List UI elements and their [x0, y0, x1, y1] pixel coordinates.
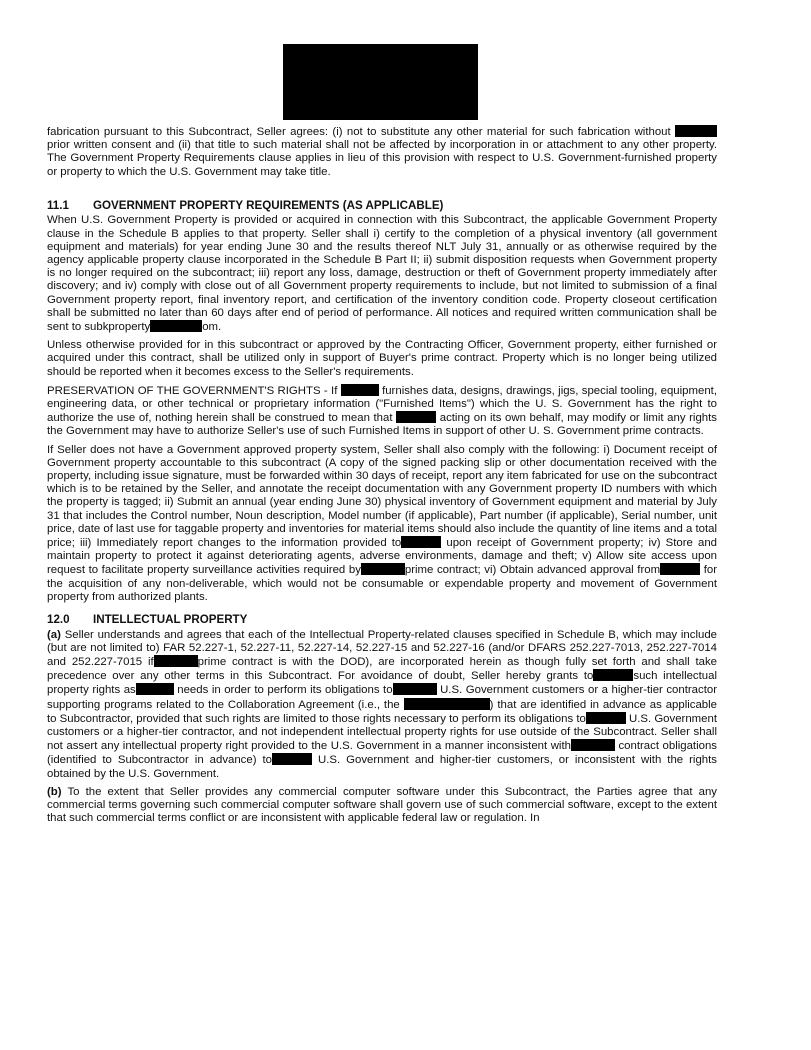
- redaction-block: [396, 411, 436, 423]
- redaction-block: [341, 384, 379, 396]
- paragraph-12-0-b: (b) To the extent that Seller provides any commercial computer software under this Subcontract, the Parties agree that any commercial terms governing such commercial computer software shall govern use of such commercial software, except to the extent that such commercial terms conflict or are inconsistent with applicable federal law or regulation. In: [47, 785, 717, 825]
- paragraph-11-1-1: When U.S. Government Property is provided or acquired in connection with this Subcontract, the applicable Government Property clause in the Schedule B applies to that property. Seller shall i) certify to the completion of a physical inventory (all government equipment and materials) for year ending June 30 and the results thereof NLT July 31, annually or as otherwise required by the agency applicable property clause incorporated in the Schedule B Part II; ii) submit disposition requests when Government property is no longer required on the subcontract; iii) report any loss, damage, destruction or theft of Government property immediately after discovery; and iv) comply with close out of all Government property requirements to include, but not limited to submission of a final Government property report, final inventory report, and certification of the inventory condition code. Property closeout certification shall be submitted no later than 60 days after end of period of performance. All notices and required written communication shall be sent to subkproperty om.: [47, 214, 717, 333]
- redaction-block: [272, 753, 312, 765]
- redaction-block: [675, 125, 717, 137]
- redacted-logo: [283, 44, 478, 120]
- redaction-block: [150, 320, 202, 332]
- redaction-block: [660, 563, 700, 575]
- redaction-block: [393, 683, 437, 695]
- redaction-block: [404, 698, 490, 710]
- document-body: [47, 125, 717, 830]
- section-heading-11-1: 11.1 GOVERNMENT PROPERTY REQUIREMENTS (AS APPLICABLE): [47, 198, 444, 212]
- section-heading-12-0: 12.0 INTELLECTUAL PROPERTY: [47, 613, 248, 626]
- paragraph-12-0-a: (a) Seller understands and agrees that each of the Intellectual Property-related clauses specified in Schedule B, which may include (but are not limited to) FAR 52.227-1, 52.227-11, 52.227-14, 52.227-15 and 52.227-16 (and/or DFARS 252.227-7013, 252.227-7014 and 252.227-7015 if prime contract is with the DOD), are incorporated herein as though fully set forth and shall take precedence over any other terms in this Subcontract. For avoidance of doubt, Seller hereby grants to such intellectual property rights as needs in order to perform its obligations to U.S. Government customers or a higher-tier contractor supporting programs related to the Collaboration Agreement (i.e., the ) that are identified in advance as applicable to Subcontractor, provided that such rights are limited to those rights necessary to perform its obligations to U.S. Government customers or a higher-tier contractor, and not independent intellectual property rights for use outside of the Subcontract. Seller shall not assert any intellectual property right provided to the U.S. Government in a manner inconsistent with contract obligations (identified to Subcontractor in advance) to U.S. Government and higher-tier customers, or inconsistent with the rights obtained by the U.S. Government.: [47, 628, 717, 780]
- redaction-block: [154, 655, 198, 667]
- redaction-block: [593, 669, 633, 681]
- intro-paragraph: fabrication pursuant to this Subcontract, Seller agrees: (i) not to substitute any other material for such fabrication without prior written consent and (ii) that title to such material shall not be affected by incorporation in or attachment to any other property. The Government Property Requirements clause applies in lieu of this provision with respect to U.S. Government-furnished property or property to which the U.S. Government may take title.: [47, 126, 717, 178]
- redaction-block: [586, 712, 626, 724]
- paragraph-11-1-3: PRESERVATION OF THE GOVERNMENT'S RIGHTS - If furnishes data, designs, drawings, jigs, special tooling, equipment, engineering data, or other technical or proprietary information ("Furnished Items") which the U. S. Government has the right to authorize the use of, nothing herein shall be construed to mean that acting on its own behalf, may modify or limit any rights the Government may have to authorize Seller's use of such Furnished Items in support of other U. S. Government prime contracts.: [47, 384, 717, 438]
- paragraph-11-1-4: If Seller does not have a Government approved property system, Seller shall also comply with the following: i) Document receipt of Government property accountable to this subcontract (A copy of the signed packing slip or other documentation received with the property, including issue signature, must be forwarded within 30 days of receipt, report any item fabricated for use on the subcontract which is to be retained by the Seller, and annotate the receipt documentation with any Government property ID numbers with which the property is tagged; ii) Submit an annual (year ending June 30) physical inventory of Government equipment and material by July 31 that includes the Control number, Noun description, Model number (if applicable), Part number (if applicable), Serial number, unit price, date of last use for taggable property and inventories for material items should also include the quantity of line items and a total price; iii) Immediately report changes to the information provided to upon receipt of Government property; iv) Store and maintain property to protect it against deteriorating agents, adverse environments, damage and theft; v) Allow site access upon request to facilitate property surveillance activities required by prime contract; vi) Obtain advanced approval from for the acquisition of any non-deliverable, which would not be consumable or expendable property and movement of Government property from authorized plants.: [47, 443, 717, 603]
- redaction-block: [361, 563, 405, 575]
- redaction-block: [136, 683, 174, 695]
- redaction-block: [401, 536, 441, 548]
- redaction-block: [571, 739, 615, 751]
- paragraph-11-1-2: Unless otherwise provided for in this subcontract or approved by the Contracting Officer, Government property, either furnished or acquired under this contract, shall be utilized only in support of Buyer's prime contract. Property which is no longer being utilized should be reported when it becomes excess to the Seller's requirements.: [47, 339, 717, 378]
